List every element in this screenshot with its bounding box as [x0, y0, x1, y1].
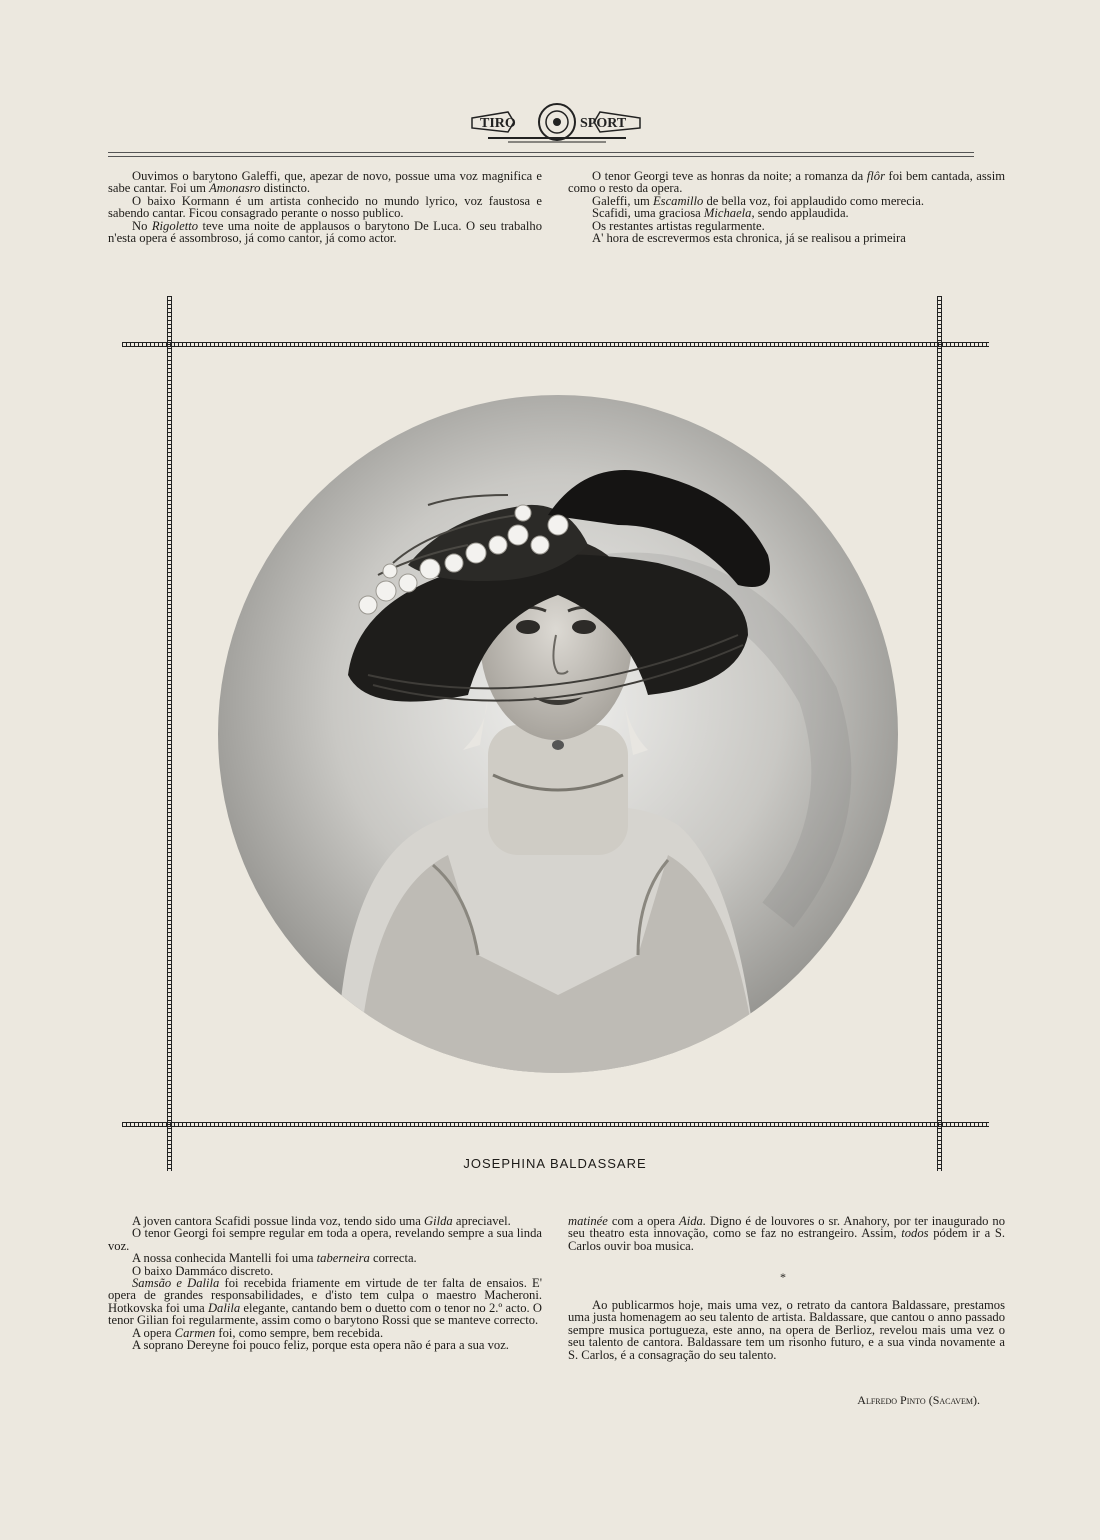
- text-run: distincto.: [260, 181, 311, 196]
- paragraph: [568, 170, 1005, 195]
- text-run: com a opera: [607, 1214, 680, 1228]
- italic-text: Amonasro: [209, 181, 261, 196]
- text-run: O tenor Georgi foi sempre regular em toda a opera, revelando sempre a sua linda voz.: [108, 1226, 542, 1253]
- paragraph: [108, 1277, 542, 1327]
- bottom-right-column-bottom: [568, 1299, 1005, 1361]
- text-run: O tenor Georgi teve as honras da noite; a romanza da: [592, 169, 867, 183]
- italic-text: Gilda: [424, 1214, 453, 1228]
- paragraph: [108, 170, 542, 195]
- text-run: Digno é de louvores o sr. Anahory, por ter inaugurado no seu theatro esta innovação, como se faz no estrangeiro. Assim,: [568, 1214, 1005, 1241]
- text-run: A nossa conhecida Mantelli foi uma: [132, 1251, 317, 1266]
- italic-text: Aida.: [679, 1214, 706, 1228]
- bottom-left-column: [108, 1215, 542, 1351]
- frame-right-border: [937, 296, 942, 1171]
- header-rule-bottom: [108, 156, 974, 157]
- portrait-caption: JOSEPHINA BALDASSARE: [463, 1156, 647, 1171]
- top-left-column: [108, 170, 542, 244]
- paragraph: [108, 1339, 542, 1351]
- header-rule-top: [108, 152, 974, 153]
- italic-text: Rigoletto: [151, 218, 199, 233]
- paragraph: [108, 195, 542, 220]
- frame-left-border: [167, 296, 172, 1171]
- text-run: pódem ir a S. Carlos ouvir boa musica.: [568, 1226, 1005, 1253]
- italic-text: Dalila: [207, 1300, 241, 1315]
- italic-text: Escamillo: [652, 193, 704, 208]
- text-run: foi, como sempre, bem recebida.: [215, 1325, 384, 1340]
- paragraph: [568, 1299, 1005, 1361]
- text-run: A soprano Dereyne foi pouco feliz, porque esta opera não é para a sua voz.: [132, 1338, 509, 1353]
- text-run: sendo applaudida.: [754, 206, 849, 221]
- text-run: foi recebida friamente em virtude de ter falta de ensaios. E' opera de grandes responsabilidades, e d'isto tem culpa o maestro Macheroni. Hotkovska foi uma: [108, 1276, 542, 1315]
- text-run: Ao publicarmos hoje, mais uma vez, o retrato da cantora Baldassare, prestamos uma justa homenagem ao seu talento de artista. Baldassare, que cantou o anno passado sempre musica portugueza, este anno, na opera de Berlioz, revelou mais uma vez o seu talento de cantora. Baldassare tem um risonho futuro, e a sua vinda novamente a S. Carlos, é a consagração do seu talento.: [568, 1298, 1005, 1362]
- masthead-text-left: TIRO: [480, 116, 516, 131]
- bottom-right-column-top: [568, 1215, 1005, 1252]
- italic-text: Carmen: [174, 1325, 216, 1340]
- text-run: elegante, cantando bem o duetto com o tenor no 2.º acto. O tenor Gilian foi regularmente, assim como o barytono Rossi que se manteve correcto.: [108, 1300, 543, 1328]
- text-run: Ouvimos o barytono Galeffi, que, apezar de novo, possue uma voz magnifica e sabe cantar. Foi um: [108, 169, 542, 196]
- text-run: teve uma noite de applausos o barytono De Luca. O seu trabalho n'esta opera é assombroso, já como cantor, já como actor.: [108, 218, 542, 246]
- top-right-column: [568, 170, 1005, 244]
- text-run: Galeffi, um: [592, 193, 653, 208]
- section-separator: *: [780, 1270, 786, 1284]
- masthead-text-right: SPORT: [580, 116, 627, 131]
- italic-text: todos: [901, 1226, 929, 1241]
- paragraph: [568, 232, 1005, 244]
- masthead-logo: [468, 98, 646, 148]
- italic-text: Samsão e Dalila: [132, 1276, 220, 1291]
- italic-text: Michaela,: [703, 206, 755, 221]
- author-signature: Alfredo Pinto (Sacavem).: [857, 1393, 980, 1407]
- italic-text: taberneira: [316, 1251, 370, 1266]
- paragraph: [568, 1215, 1005, 1252]
- italic-text: flôr: [866, 169, 885, 183]
- text-run: O baixo Dammáco discreto.: [132, 1263, 274, 1278]
- frame-bottom-border: [122, 1122, 989, 1127]
- text-run: foi bem cantada, assim como o resto da opera.: [568, 169, 1005, 196]
- text-run: de bella voz, foi applaudido como merecia.: [703, 193, 925, 208]
- text-run: No: [132, 218, 152, 233]
- frame-top-border: [122, 342, 989, 347]
- text-run: Os restantes artistas regularmente.: [592, 218, 765, 233]
- text-run: apreciavel.: [452, 1214, 511, 1228]
- text-run: A joven cantora Scafidi possue linda voz, tendo sido uma: [132, 1214, 425, 1228]
- text-run: O baixo Kormann é um artista conhecido no mundo lyrico, voz faustosa e sabendo cantar. Ficou consagrado perante o nosso publico.: [108, 193, 542, 221]
- paragraph: [108, 1227, 542, 1252]
- text-run: Scafidi, uma graciosa: [592, 206, 704, 221]
- text-run: A opera: [132, 1325, 175, 1340]
- text-run: correcta.: [369, 1251, 417, 1266]
- portrait-photo: [218, 395, 898, 1073]
- paragraph: [108, 220, 542, 245]
- text-run: A' hora de escrevermos esta chronica, já se realisou a primeira: [592, 231, 906, 246]
- italic-text: matinée: [568, 1214, 608, 1228]
